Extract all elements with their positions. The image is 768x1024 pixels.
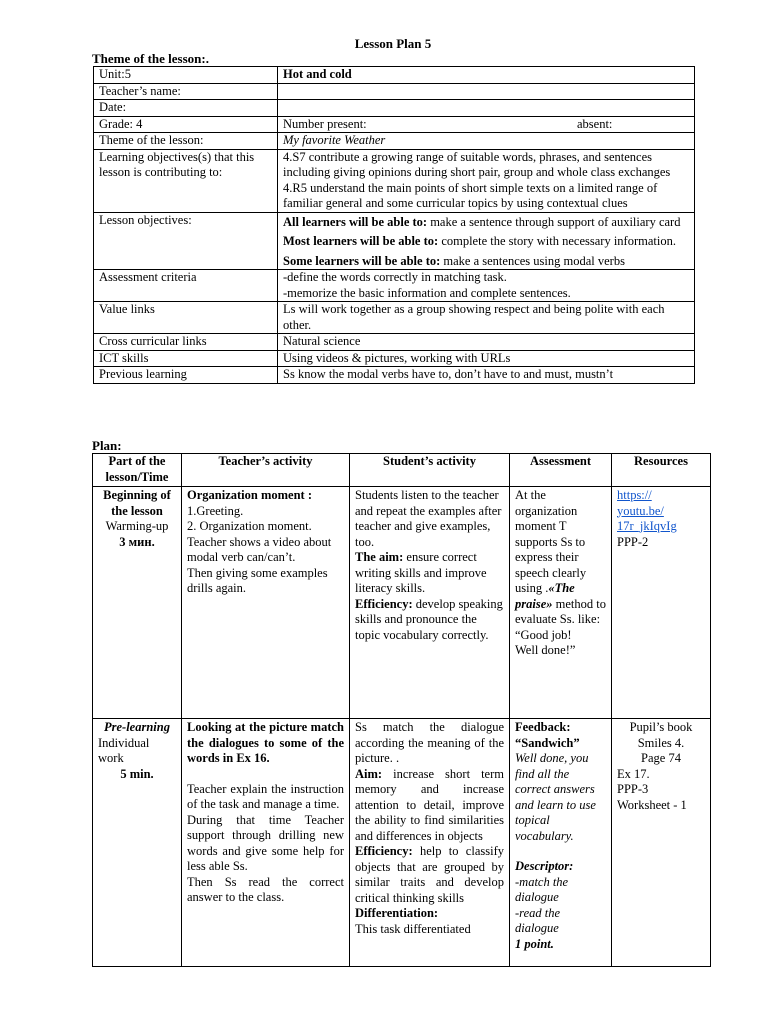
objective-most-text: complete the story with necessary information.: [438, 234, 676, 248]
table-row: [94, 212, 695, 270]
date-label: Date:: [94, 100, 278, 117]
table-row: [94, 67, 695, 84]
assessment-text-2: method to evaluate Ss. like: “Good job! Well done!”: [515, 596, 606, 657]
student-activity-text: Ss match the dialogue according the meaning of the picture. .: [355, 720, 504, 765]
column-header-part: Part of the lesson/Time: [93, 454, 182, 487]
previous-learning-value: Ss know the modal verbs have to, don’t have to and must, mustn’t: [278, 367, 695, 384]
absent-label: absent:: [577, 116, 613, 131]
descriptor-points: 1 point.: [515, 936, 554, 951]
resource-exercise: Ex 17.: [617, 766, 650, 781]
theme-value: My favorite Weather: [278, 133, 695, 150]
table-row: [94, 367, 695, 384]
student-activity-text: Students listen to the teacher and repeat the examples after teacher and give examples, too.: [355, 488, 502, 549]
teacher-name-value: [278, 83, 695, 100]
resource-book: Pupil’s book Smiles 4.: [629, 720, 693, 750]
table-row: [94, 116, 695, 133]
aim-text: ensure correct writing skills and improve literacy skills.: [355, 550, 487, 595]
date-value: [278, 100, 695, 117]
unit-label: Unit:5: [94, 67, 278, 84]
efficiency-text: develop speaking skills and pronounce the topic vocabulary correctly.: [355, 596, 503, 642]
objective-all: [283, 215, 689, 231]
objective-all-label: All learners will be able to:: [283, 214, 428, 229]
objective-most-label: Most learners will be able to:: [283, 234, 439, 248]
learning-objectives-value: [278, 149, 695, 212]
ict-skills-label: ICT skills: [94, 350, 278, 367]
lesson-objectives-label: Lesson objectives:: [94, 212, 278, 270]
resource-ppp: PPP-3: [617, 782, 649, 796]
descriptor-label: Descriptor:: [515, 859, 574, 873]
descriptor-text: -match the dialogue -read the dialogue: [515, 874, 569, 935]
objective-some: [283, 254, 689, 270]
table-row: [93, 487, 711, 719]
part-cell: [93, 719, 182, 967]
table-row: [94, 149, 695, 212]
objective-some-text: make a sentences using modal verbs: [440, 253, 625, 268]
part-stage: Pre-learning: [104, 720, 170, 734]
student-efficiency: [355, 597, 504, 644]
teacher-activity-p2: During that time Teacher support through drilling new words and give some help for less able Ss.: [187, 812, 344, 873]
table-row: [93, 719, 711, 967]
table-row: [94, 100, 695, 117]
lesson-objectives-value: [278, 212, 695, 270]
lesson-plan-table: [92, 453, 711, 967]
teacher-activity-cell: [182, 487, 350, 719]
number-present-label: Number present:: [283, 116, 367, 131]
teacher-name-label: Teacher’s name:: [94, 83, 278, 100]
feedback-method: “Sandwich”: [515, 735, 580, 750]
teacher-activity-p1: Teacher explain the instruction of the task and manage a time.: [187, 781, 344, 811]
resources-cell: [612, 719, 711, 967]
learning-objective-r5: 4.R5 understand the main points of short simple texts on a limited range of familiar general and some curricular topics by using contextual clues: [283, 180, 658, 210]
previous-learning-label: Previous learning: [94, 367, 278, 384]
differentiation-label: Differentiation:: [355, 906, 439, 920]
teacher-activity-title: Organization moment :: [187, 488, 312, 502]
table-row: [94, 334, 695, 351]
assessment-method: «The praise»: [515, 581, 575, 611]
aim-label: The aim:: [355, 550, 404, 564]
feedback-label: Feedback:: [515, 720, 571, 734]
table-row: [94, 270, 695, 302]
teacher-activity-title: Looking at the picture match the dialogues to some of the words in Ex 16.: [187, 720, 344, 765]
grade-label: Grade: 4: [94, 116, 278, 133]
learning-objectives-label: Learning objectives(s) that this lesson is contributing to:: [94, 149, 278, 212]
youtube-link[interactable]: https:// youtu.be/ 17r_jkIqvIg: [617, 488, 677, 533]
cross-curricular-value: Natural science: [278, 334, 695, 351]
aim-text: increase short term memory and increase attention to detail, improve the ability to find similarities and differences in objects: [355, 766, 504, 843]
part-activity: Individual work: [98, 735, 150, 765]
lesson-info-table: [93, 66, 695, 384]
efficiency-label: Efficiency:: [355, 596, 413, 611]
objective-some-label: Some learners will be able to:: [283, 253, 441, 268]
ict-skills-value: Using videos & pictures, working with URLs: [278, 350, 695, 367]
feedback-text: Well done, you find all the correct answers and learn to use topical vocabulary.: [515, 751, 596, 843]
aim-label: Aim:: [355, 766, 383, 781]
assessment-cell: [510, 487, 612, 719]
plan-heading: Plan:: [92, 438, 122, 453]
table-row: [94, 83, 695, 100]
part-activity: Warming-up: [105, 519, 169, 533]
part-time: 5 min.: [120, 766, 154, 781]
part-stage: Beginning of the lesson: [103, 488, 171, 518]
student-activity-cell: [350, 719, 510, 967]
teacher-activity-text: 1.Greeting. 2. Organization moment. Teacher shows a video about modal verb can/can’t. Then giving some examples drills again.: [187, 503, 332, 595]
resources-cell: [612, 487, 711, 719]
assessment-criteria-value: [278, 270, 695, 302]
student-activity-cell: [350, 487, 510, 719]
resource-worksheet: Worksheet - 1: [617, 797, 687, 812]
theme-label: Theme of the lesson:: [94, 133, 278, 150]
objective-all-text: make a sentence through support of auxiliary card: [427, 214, 681, 229]
efficiency-text: help to classify objects that are grouped by similar traits and develop critical thinking skills: [355, 844, 504, 905]
table-row: [94, 350, 695, 367]
theme-heading: Theme of the lesson:.: [92, 51, 209, 66]
table-row: [94, 133, 695, 150]
differentiation-text: This task differentiated: [355, 921, 471, 936]
resource-ppp: PPP-2: [617, 534, 649, 549]
table-row: [94, 302, 695, 334]
column-header-student: Student’s activity: [350, 454, 510, 487]
attendance-cell: [278, 116, 695, 133]
value-links-value: Ls will work together as a group showing respect and being polite with each other.: [278, 302, 695, 334]
efficiency-label: Efficiency:: [355, 844, 413, 858]
assessment-text: At the organization moment T supports Ss to express their speech clearly using .: [515, 488, 587, 595]
page-title: Lesson Plan 5: [354, 36, 432, 51]
table-header-row: [93, 454, 711, 487]
assessment-cell: [510, 719, 612, 967]
part-cell: [93, 487, 182, 719]
student-aim: [355, 550, 504, 597]
objective-most: [283, 234, 689, 250]
student-aim: [355, 767, 504, 845]
cross-curricular-label: Cross curricular links: [94, 334, 278, 351]
unit-value: Hot and cold: [278, 67, 695, 84]
student-efficiency: [355, 844, 504, 906]
teacher-activity-p3: Then Ss read the correct answer to the class.: [187, 874, 344, 904]
assessment-criterion-2: -memorize the basic information and complete sentences.: [283, 285, 571, 300]
column-header-resources: Resources: [612, 454, 711, 487]
assessment-criteria-label: Assessment criteria: [94, 270, 278, 302]
assessment-criterion-1: -define the words correctly in matching task.: [283, 270, 507, 284]
part-time: 3 мин.: [119, 534, 155, 549]
teacher-activity-cell: [182, 719, 350, 967]
value-links-label: Value links: [94, 302, 278, 334]
learning-objective-s7: 4.S7 contribute a growing range of suitable words, phrases, and sentences including giving opinions during short pair, group and whole class exchanges: [283, 149, 671, 179]
column-header-teacher: Teacher’s activity: [182, 454, 350, 487]
column-header-assessment: Assessment: [510, 454, 612, 487]
resource-page: Page 74: [641, 751, 681, 765]
